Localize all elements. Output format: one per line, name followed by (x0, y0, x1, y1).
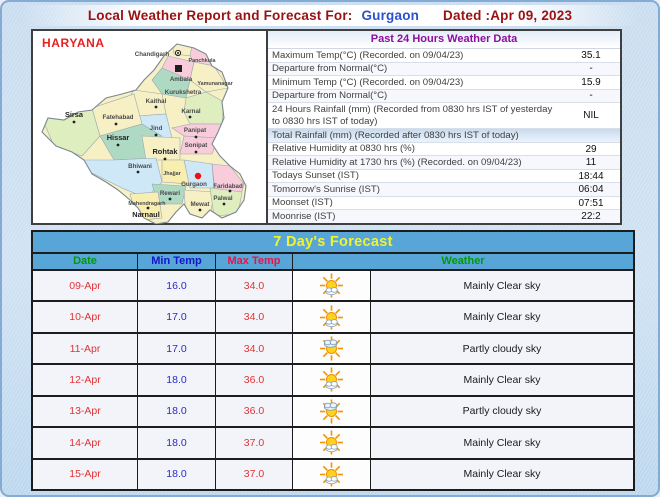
forecast-column-headers (33, 254, 633, 271)
row-value: 07:51 (578, 197, 604, 209)
haryana-map-box (31, 29, 268, 225)
forecast-max-temp: 37.0 (216, 428, 293, 457)
row-value: 11 (585, 157, 597, 169)
forecast-weather-text: Mainly Clear sky (463, 279, 541, 292)
svg-text:Sirsa: Sirsa (64, 110, 84, 119)
row-label: Moonrise (IST) (272, 211, 336, 222)
svg-text:Hissar: Hissar (106, 133, 130, 142)
weather-partly-cloudy-icon (293, 397, 371, 426)
forecast-weather-text: Partly cloudy sky (462, 405, 542, 418)
forecast-row (33, 428, 633, 459)
past-24-hours-header: Past 24 Hours Weather Data (268, 31, 620, 49)
svg-text:Bhiwani: Bhiwani (128, 163, 152, 170)
haryana-districts-map[interactable] (34, 32, 267, 224)
svg-text:Jhajjar: Jhajjar (163, 171, 181, 177)
forecast-weather-text: Mainly Clear sky (463, 373, 541, 386)
svg-text:Narnaul: Narnaul (132, 210, 160, 219)
svg-text:Kurukshetra: Kurukshetra (164, 89, 202, 96)
svg-text:Rewari: Rewari (159, 190, 181, 197)
row-label: Relative Humidity at 0830 hrs (%) (272, 143, 415, 155)
table-row (268, 103, 620, 129)
table-row (268, 76, 620, 90)
svg-text:Yamunanagar: Yamunanagar (197, 81, 233, 87)
forecast-date: 15-Apr (33, 460, 138, 489)
svg-text:Karnal: Karnal (181, 108, 201, 115)
row-label: Relative Humidity at 1730 hrs (%) (Recorded. on 09/04/23) (272, 156, 522, 168)
row-label: Todays Sunset (IST) (272, 170, 359, 182)
forecast-date: 11-Apr (33, 334, 138, 363)
svg-text:Sonipat: Sonipat (184, 142, 208, 149)
row-label: Minimum Temp (°C) (Recorded. on 09/04/23) (272, 76, 464, 88)
forecast-date: 13-Apr (33, 397, 138, 426)
column-header-min-temp: Min Temp (138, 254, 216, 269)
forecast-max-temp: 34.0 (216, 271, 293, 300)
forecast-row (33, 365, 633, 396)
row-label: Moonset (IST) (272, 197, 333, 209)
column-header-weather: Weather (441, 255, 485, 267)
svg-text:Palwal: Palwal (213, 195, 233, 202)
table-row (268, 183, 620, 197)
table-row (268, 197, 620, 211)
svg-text:Faridabad: Faridabad (213, 183, 243, 190)
table-row (268, 170, 620, 184)
svg-text:Mewat: Mewat (190, 201, 210, 208)
forecast-weather-text: Mainly Clear sky (463, 468, 541, 481)
svg-text:Ambala: Ambala (169, 76, 193, 83)
svg-text:Gurgaon: Gurgaon (181, 181, 207, 188)
forecast-max-temp: 34.0 (216, 334, 293, 363)
forecast-row (33, 334, 633, 365)
forecast-row (33, 397, 633, 428)
forecast-min-temp: 17.0 (138, 302, 216, 331)
forecast-row (33, 460, 633, 489)
forecast-min-temp: 18.0 (138, 428, 216, 457)
svg-text:Fatehabad: Fatehabad (102, 114, 134, 121)
forecast-min-temp: 16.0 (138, 271, 216, 300)
forecast-min-temp: 18.0 (138, 460, 216, 489)
gurgaon-location-dot (195, 173, 201, 179)
row-label: Tomorrow's Sunrise (IST) (272, 183, 380, 195)
weather-sun-icon (293, 302, 371, 331)
table-row (268, 129, 620, 143)
forecast-row (33, 302, 633, 333)
row-value: 18:44 (578, 170, 604, 182)
forecast-date: 09-Apr (33, 271, 138, 300)
column-header-max-temp: Max Temp (216, 254, 293, 269)
top-section (31, 29, 622, 225)
row-value: 22:2 (581, 211, 601, 223)
weather-sun-icon (293, 428, 371, 457)
table-row (268, 210, 620, 223)
row-value: 06:04 (578, 184, 604, 196)
page-title (2, 5, 658, 26)
table-row (268, 156, 620, 170)
svg-text:Chandigarh: Chandigarh (134, 51, 170, 58)
table-row (268, 49, 620, 63)
page-title-prefix: Local Weather Report and Forecast For: (87, 8, 353, 23)
table-row (268, 143, 620, 157)
weather-partly-cloudy-icon (293, 334, 371, 363)
row-value: NIL (583, 110, 599, 122)
weather-sun-icon (293, 460, 371, 489)
forecast-date: 14-Apr (33, 428, 138, 457)
row-value: 29 (585, 143, 597, 155)
page-title-city: Gurgaon (361, 8, 420, 23)
page-title-dated: Dated :Apr 09, 2023 (443, 8, 573, 23)
row-value: - (589, 63, 593, 75)
past-24-hours-table (268, 29, 622, 225)
row-label: Departure from Normal(°C) (272, 90, 388, 102)
forecast-weather-text: Partly cloudy sky (462, 342, 542, 355)
row-label: Departure from Normal(°C) (272, 63, 388, 75)
forecast-max-temp: 34.0 (216, 302, 293, 331)
forecast-max-temp: 37.0 (216, 460, 293, 489)
seven-day-forecast-table (31, 230, 635, 491)
map-state-label: HARYANA (42, 36, 105, 50)
forecast-weather-text: Mainly Clear sky (463, 436, 541, 449)
row-value: 15.9 (581, 76, 601, 88)
forecast-max-temp: 36.0 (216, 397, 293, 426)
table-row (268, 63, 620, 77)
forecast-row (33, 271, 633, 302)
forecast-date: 12-Apr (33, 365, 138, 394)
row-label: Total Rainfall (mm) (Recorded after 0830 hrs IST of today) (272, 129, 519, 141)
svg-text:Rohtak: Rohtak (152, 147, 178, 156)
forecast-weather-text: Mainly Clear sky (463, 311, 541, 324)
weather-sun-icon (293, 271, 371, 300)
forecast-max-temp: 36.0 (216, 365, 293, 394)
svg-text:Jind: Jind (149, 125, 163, 132)
forecast-min-temp: 17.0 (138, 334, 216, 363)
svg-text:Kaithal: Kaithal (145, 98, 167, 105)
row-label: Maximum Temp(°C) (Recorded. on 09/04/23) (272, 49, 464, 61)
weather-sun-icon (293, 365, 371, 394)
table-row (268, 90, 620, 104)
forecast-title: 7 Day's Forecast (33, 232, 633, 254)
svg-text:Panchkula: Panchkula (188, 58, 216, 64)
row-value: - (589, 90, 593, 102)
forecast-min-temp: 18.0 (138, 397, 216, 426)
column-header-date: Date (33, 254, 138, 269)
row-value: 35.1 (581, 49, 601, 61)
row-label: 24 Hours Rainfall (mm) (Recorded from 0830 hrs IST of yesterday to 0830 hrs IST of today) (272, 104, 553, 127)
svg-text:Mahendragarh: Mahendragarh (128, 201, 166, 207)
forecast-date: 10-Apr (33, 302, 138, 331)
forecast-min-temp: 18.0 (138, 365, 216, 394)
svg-text:Panipat: Panipat (183, 127, 207, 134)
